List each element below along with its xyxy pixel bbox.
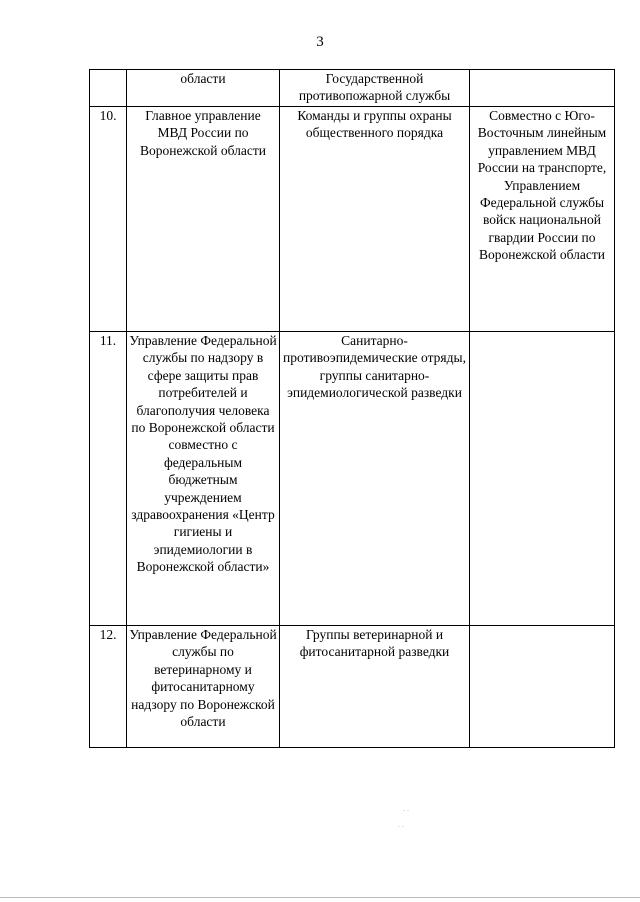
notes-cell: [470, 70, 615, 107]
row-number: 11.: [90, 332, 127, 626]
table-row: [90, 332, 615, 626]
organization-cell: Управление Федеральной службы по ветеринарному и фитосанитарному надзору по Воронежской области: [127, 626, 280, 748]
organization-cell: области: [127, 70, 280, 107]
table-row: [90, 626, 615, 748]
notes-cell: Совместно с Юго-Восточным линейным управлением МВД России на транспорте, Управлением Федеральной службы войск национальной гвардии России по Воронежской области: [470, 107, 615, 332]
scan-speck: . .: [403, 804, 409, 813]
notes-cell: [470, 626, 615, 748]
table-row: [90, 107, 615, 332]
organization-cell: Главное управление МВД России по Воронежской области: [127, 107, 280, 332]
forces-cell: Санитарно-противоэпидемические отряды, группы санитарно-эпидемиологической разведки: [280, 332, 470, 626]
scan-edge-line: [0, 897, 640, 898]
scan-speck: . .: [398, 820, 404, 829]
page-number: 3: [316, 34, 324, 50]
row-number: 10.: [90, 107, 127, 332]
row-number: 12.: [90, 626, 127, 748]
forces-cell: Государственной противопожарной службы: [280, 70, 470, 107]
responsibility-table: [89, 69, 615, 748]
table-row: [90, 70, 615, 107]
forces-cell: Команды и группы охраны общественного порядка: [280, 107, 470, 332]
row-number: [90, 70, 127, 107]
notes-cell: [470, 332, 615, 626]
forces-cell: Группы ветеринарной и фитосанитарной разведки: [280, 626, 470, 748]
organization-cell: Управление Федеральной службы по надзору в сфере защиты прав потребителей и благополучия человека по Воронежской области совместно с федеральным бюджетным учреждением здравоохранения «Центр гигиены и эпидемиологии в Воронежской области»: [127, 332, 280, 626]
